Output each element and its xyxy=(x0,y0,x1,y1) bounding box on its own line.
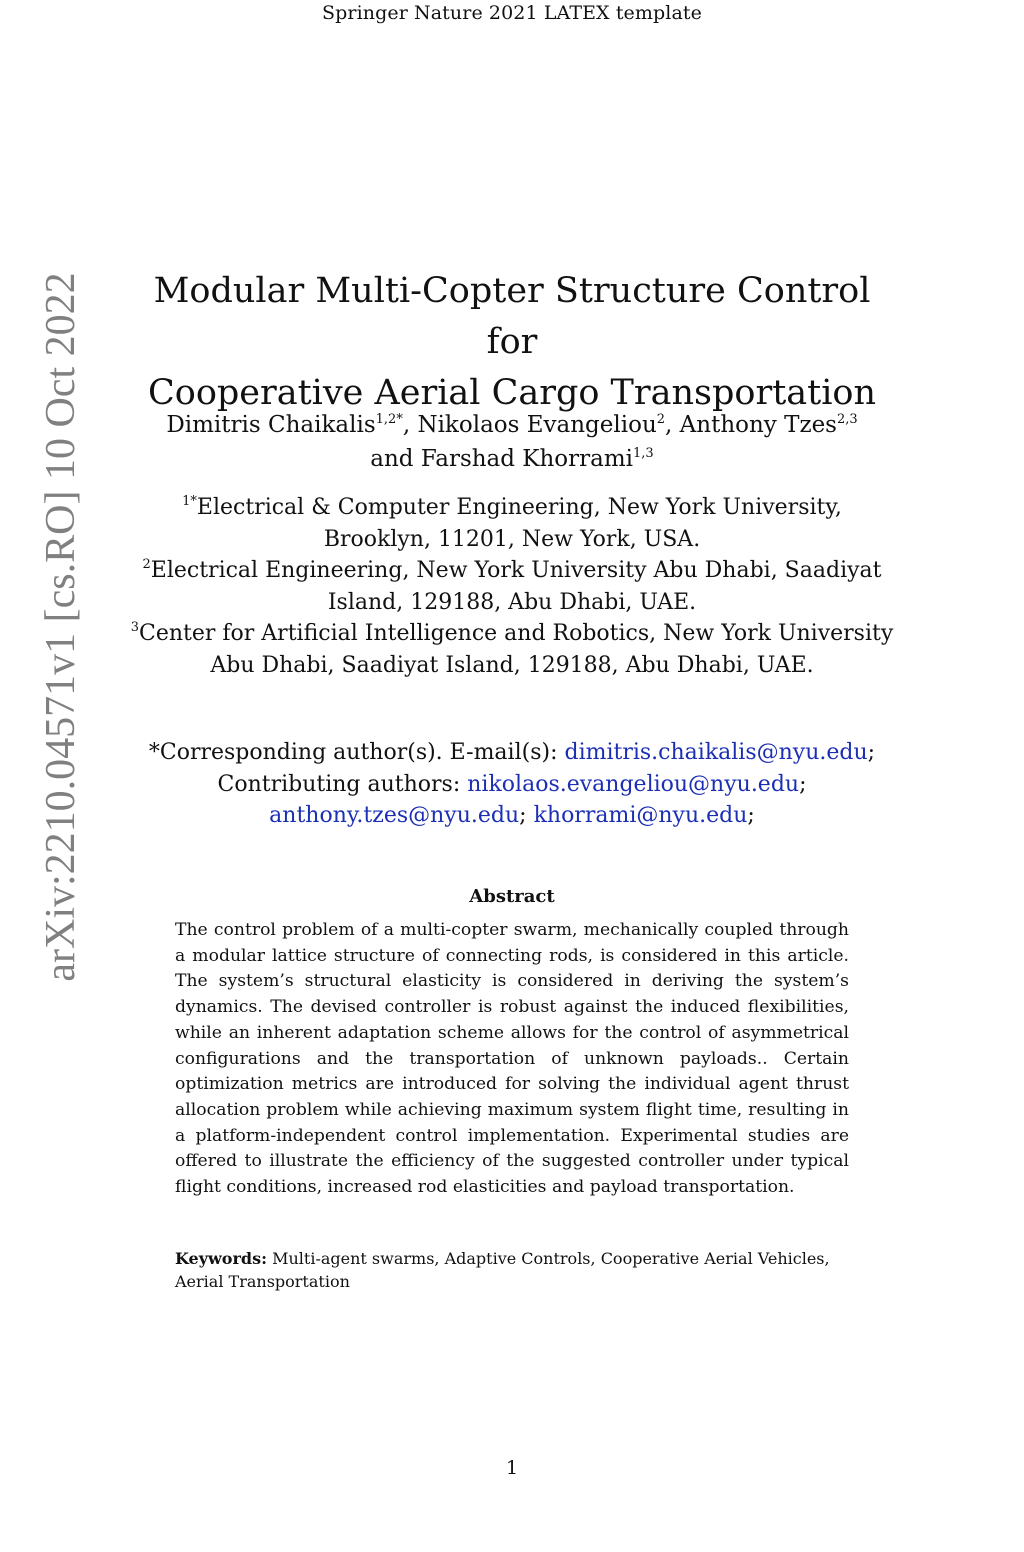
affiliation-mark: 1* xyxy=(182,494,197,509)
contributing-emails-line: anthony.tzes@nyu.edu; khorrami@nyu.edu; xyxy=(269,803,755,828)
author-name: Dimitris Chaikalis xyxy=(166,412,376,438)
affiliation-text: Center for Artificial Intelligence and Robotics, New York University Abu Dhabi, Saadiyat Island, 129188, Abu Dhabi, UAE. xyxy=(139,621,894,678)
correspondence-block xyxy=(130,737,894,832)
author-name: and Farshad Khorrami xyxy=(370,446,634,472)
keywords xyxy=(175,1247,849,1293)
contributor-email-link[interactable]: nikolaos.evangeliou@nyu.edu xyxy=(467,771,800,797)
author-separator: , xyxy=(665,412,680,438)
corresponding-email-link[interactable]: dimitris.chaikalis@nyu.edu xyxy=(564,740,868,765)
title-line-2: Cooperative Aerial Cargo Transportation xyxy=(147,373,877,413)
keywords-label: Keywords: xyxy=(175,1249,268,1268)
author-affiliation-mark: 2,3 xyxy=(837,412,858,427)
affiliation-text: Electrical Engineering, New York University Abu Dhabi, Saadiyat Island, 129188, Abu Dhabi, UAE. xyxy=(150,558,882,615)
affiliation-mark: 3 xyxy=(130,620,139,635)
contributing-authors-line: Contributing authors: nikolaos.evangeliou@nyu.edu; xyxy=(217,771,807,797)
affiliation-list xyxy=(130,492,894,681)
author-affiliation-mark: 1,3 xyxy=(633,446,654,461)
contributing-label: Contributing authors: xyxy=(217,771,468,797)
affiliation xyxy=(130,555,894,618)
contributor-email-link[interactable]: khorrami@nyu.edu xyxy=(533,803,748,828)
abstract-text: The control problem of a multi-copter swarm, mechanically coupled through a modular lattice structure of connecting rods, is considered in this article. The system’s structural elasticity is considered in deriving the system’s dynamics. The devised controller is robust against the induced flexibilities, while an inherent adaptation scheme allows for the control of asymmetrical configurations and the transportation of unknown payloads.. Certain optimization metrics are introduced for solving the individual agent thrust allocation problem while achieving maximum system flight time, resulting in a platform-independent control implementation. Experimental studies are offered to illustrate the efficiency of the suggested controller under typical flight conditions, increased rod elasticities and payload transportation. xyxy=(175,920,849,1198)
affiliation xyxy=(130,618,894,681)
author-affiliation-mark: 2 xyxy=(656,412,666,427)
paper-title xyxy=(130,266,894,419)
author-list xyxy=(130,408,894,476)
corresponding-label: *Corresponding author(s). E-mail(s): xyxy=(148,740,565,765)
author-name: Nikolaos Evangeliou xyxy=(417,412,657,438)
author-separator: , xyxy=(402,412,418,438)
author-name: Anthony Tzes xyxy=(679,412,837,438)
arxiv-identifier-stamp: arXiv:2210.04571v1 [cs.RO] 10 Oct 2022 xyxy=(38,272,84,982)
affiliation xyxy=(130,492,894,555)
contributor-email-link[interactable]: anthony.tzes@nyu.edu xyxy=(269,803,520,828)
page-number: 1 xyxy=(505,1457,519,1479)
corresponding-author-line: *Corresponding author(s). E-mail(s): dimitris.chaikalis@nyu.edu; xyxy=(148,740,876,765)
abstract-heading: Abstract xyxy=(469,886,555,907)
affiliation-mark: 2 xyxy=(142,557,151,572)
keywords-text: Multi-agent swarms, Adaptive Controls, Cooperative Aerial Vehicles, Aerial Transportation xyxy=(175,1249,830,1291)
title-line-1: Modular Multi-Copter Structure Control for xyxy=(153,271,871,362)
affiliation-text: Electrical & Computer Engineering, New York University, Brooklyn, 11201, New York, USA. xyxy=(196,495,842,552)
author-affiliation-mark: 1,2* xyxy=(375,412,403,427)
running-head: Springer Nature 2021 LATEX template xyxy=(322,2,702,24)
